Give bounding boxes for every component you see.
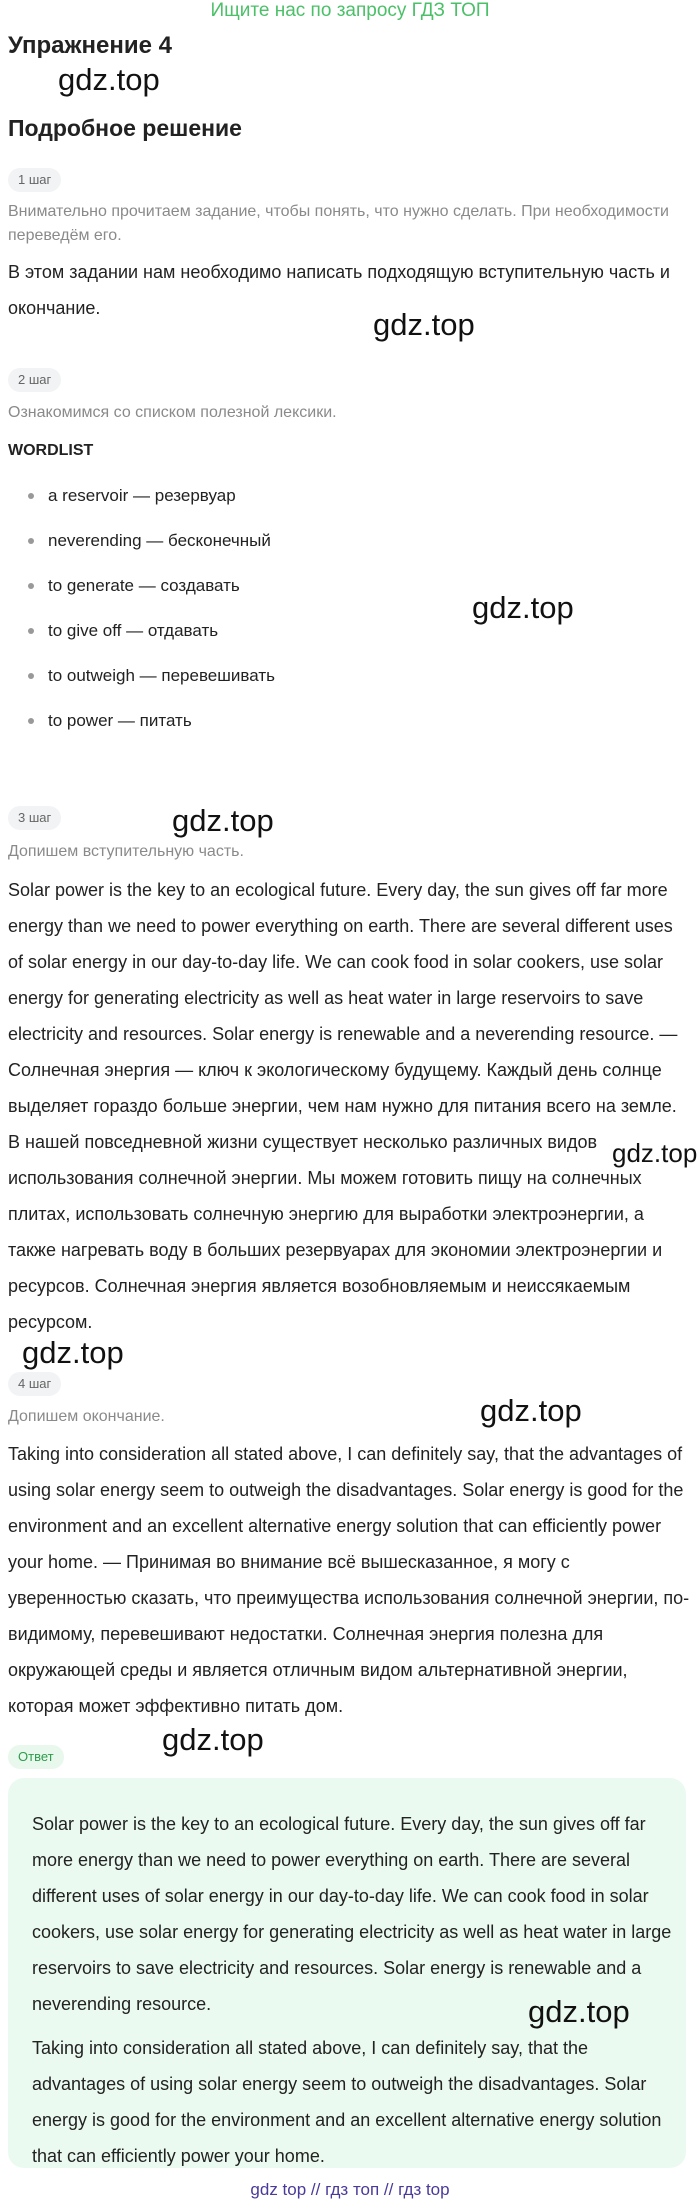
watermark: gdz.top bbox=[528, 1994, 630, 2029]
step-hint: Допишем вступительную часть. bbox=[8, 843, 244, 860]
list-item bbox=[28, 619, 275, 664]
answer-paragraph: Solar power is the key to an ecological future. Every day, the sun gives off far more energy than we need to power everything on earth. There are several different uses of solar energy in our day-to-day life. We can cook food in solar cookers, use solar energy for generating electricity as well as heat water in large reservoirs to save electricity and resources. Solar energy is renewable and a neverending resource. bbox=[32, 1814, 672, 2014]
step-text: Solar power is the key to an ecological future. Every day, the sun gives off far more energy than we need to power everything on earth. There are several different uses of solar energy in our day-to-day life. We can cook food in solar cookers, use solar energy for generating electricity as well as heat water in large reservoirs to save electricity and resources. Solar energy is renewable and a neverending resource. — Солнечная энергия — ключ к экологическому будущему. Каждый день солнце выделяет гораздо больше энергии, чем нам нужно для питания всего на земле. В нашей повседневной жизни существует несколько различных видов использования солнечной энергии. Мы можем готовить пищу на солнечных плитах, использовать солнечную энергию для выработки электроэнергии, а также нагревать воду в больших резервуарах для экономии электроэнергии и ресурсов. Солнечная энергия является возобновляемым и неиссякаемым ресурсом. bbox=[8, 880, 678, 1332]
step-hint: Ознакомимся со списком полезной лексики. bbox=[8, 404, 337, 421]
watermark: gdz.top bbox=[472, 590, 574, 625]
watermark: gdz.top bbox=[58, 62, 160, 97]
list-item-text: to generate — создавать bbox=[48, 576, 240, 595]
list-item-text: a reservoir — резервуар bbox=[48, 486, 236, 505]
step-text: В этом задании нам необходимо написать подходящую вступительную часть и окончание. bbox=[8, 262, 670, 318]
list-item bbox=[28, 709, 275, 754]
step-badge: 3 шаг bbox=[8, 806, 61, 830]
bullet-icon bbox=[28, 673, 34, 679]
step-badge: 4 шаг bbox=[8, 1372, 61, 1396]
footer-links[interactable]: gdz top // гдз топ // гдз top bbox=[250, 2180, 450, 2199]
bullet-icon bbox=[28, 538, 34, 544]
watermark: gdz.top bbox=[172, 803, 274, 838]
bullet-icon bbox=[28, 718, 34, 724]
wordlist bbox=[28, 484, 275, 754]
watermark: gdz.top bbox=[373, 307, 475, 342]
step-hint: Допишем окончание. bbox=[8, 1408, 165, 1425]
bullet-icon bbox=[28, 493, 34, 499]
watermark: gdz.top bbox=[22, 1335, 124, 1370]
step-badge: 2 шаг bbox=[8, 368, 61, 392]
list-item bbox=[28, 664, 275, 709]
list-item bbox=[28, 484, 275, 529]
list-item-text: to outweigh — перевешивать bbox=[48, 666, 275, 685]
step-hint: Внимательно прочитаем задание, чтобы понять, что нужно сделать. При необходимости переведём его. bbox=[8, 203, 669, 244]
watermark: gdz.top bbox=[162, 1722, 264, 1757]
list-item-text: neverending — бесконечный bbox=[48, 531, 271, 550]
wordlist-title: WORDLIST bbox=[8, 442, 94, 459]
bullet-icon bbox=[28, 583, 34, 589]
answer-badge: Ответ bbox=[8, 1745, 64, 1769]
search-hint-link[interactable]: Ищите нас по запросу ГДЗ ТОП bbox=[210, 0, 490, 21]
list-item-text: to give off — отдавать bbox=[48, 621, 219, 640]
section-title: Подробное решение bbox=[8, 115, 242, 141]
list-item-text: to power — питать bbox=[48, 711, 192, 730]
page-title: Упражнение 4 bbox=[8, 32, 172, 59]
bullet-icon bbox=[28, 628, 34, 634]
step-badge: 1 шаг bbox=[8, 168, 61, 192]
list-item bbox=[28, 529, 275, 574]
list-item bbox=[28, 574, 275, 619]
watermark: gdz.top bbox=[480, 1393, 582, 1428]
step-text: Taking into consideration all stated above, I can definitely say, that the advantages of using solar energy seem to outweigh the disadvantages. Solar energy is good for the environment and an excellent alternative energy solution that can efficiently power your home. — Принимая во внимание всё вышесказанное, я могу с уверенностью сказать, что преимущества использования солнечной энергии, по-видимому, перевешивают недостатки. Солнечная энергия полезна для окружающей среды и является отличным видом альтернативной энергии, которая может эффективно питать дом. bbox=[8, 1444, 690, 1716]
answer-paragraph: Taking into consideration all stated above, I can definitely say, that the advantages of using solar energy seem to outweigh the disadvantages. Solar energy is good for the environment and an excellent alternative energy solution that can efficiently power your home. bbox=[32, 2038, 662, 2166]
watermark: gdz.top bbox=[612, 1138, 698, 1168]
